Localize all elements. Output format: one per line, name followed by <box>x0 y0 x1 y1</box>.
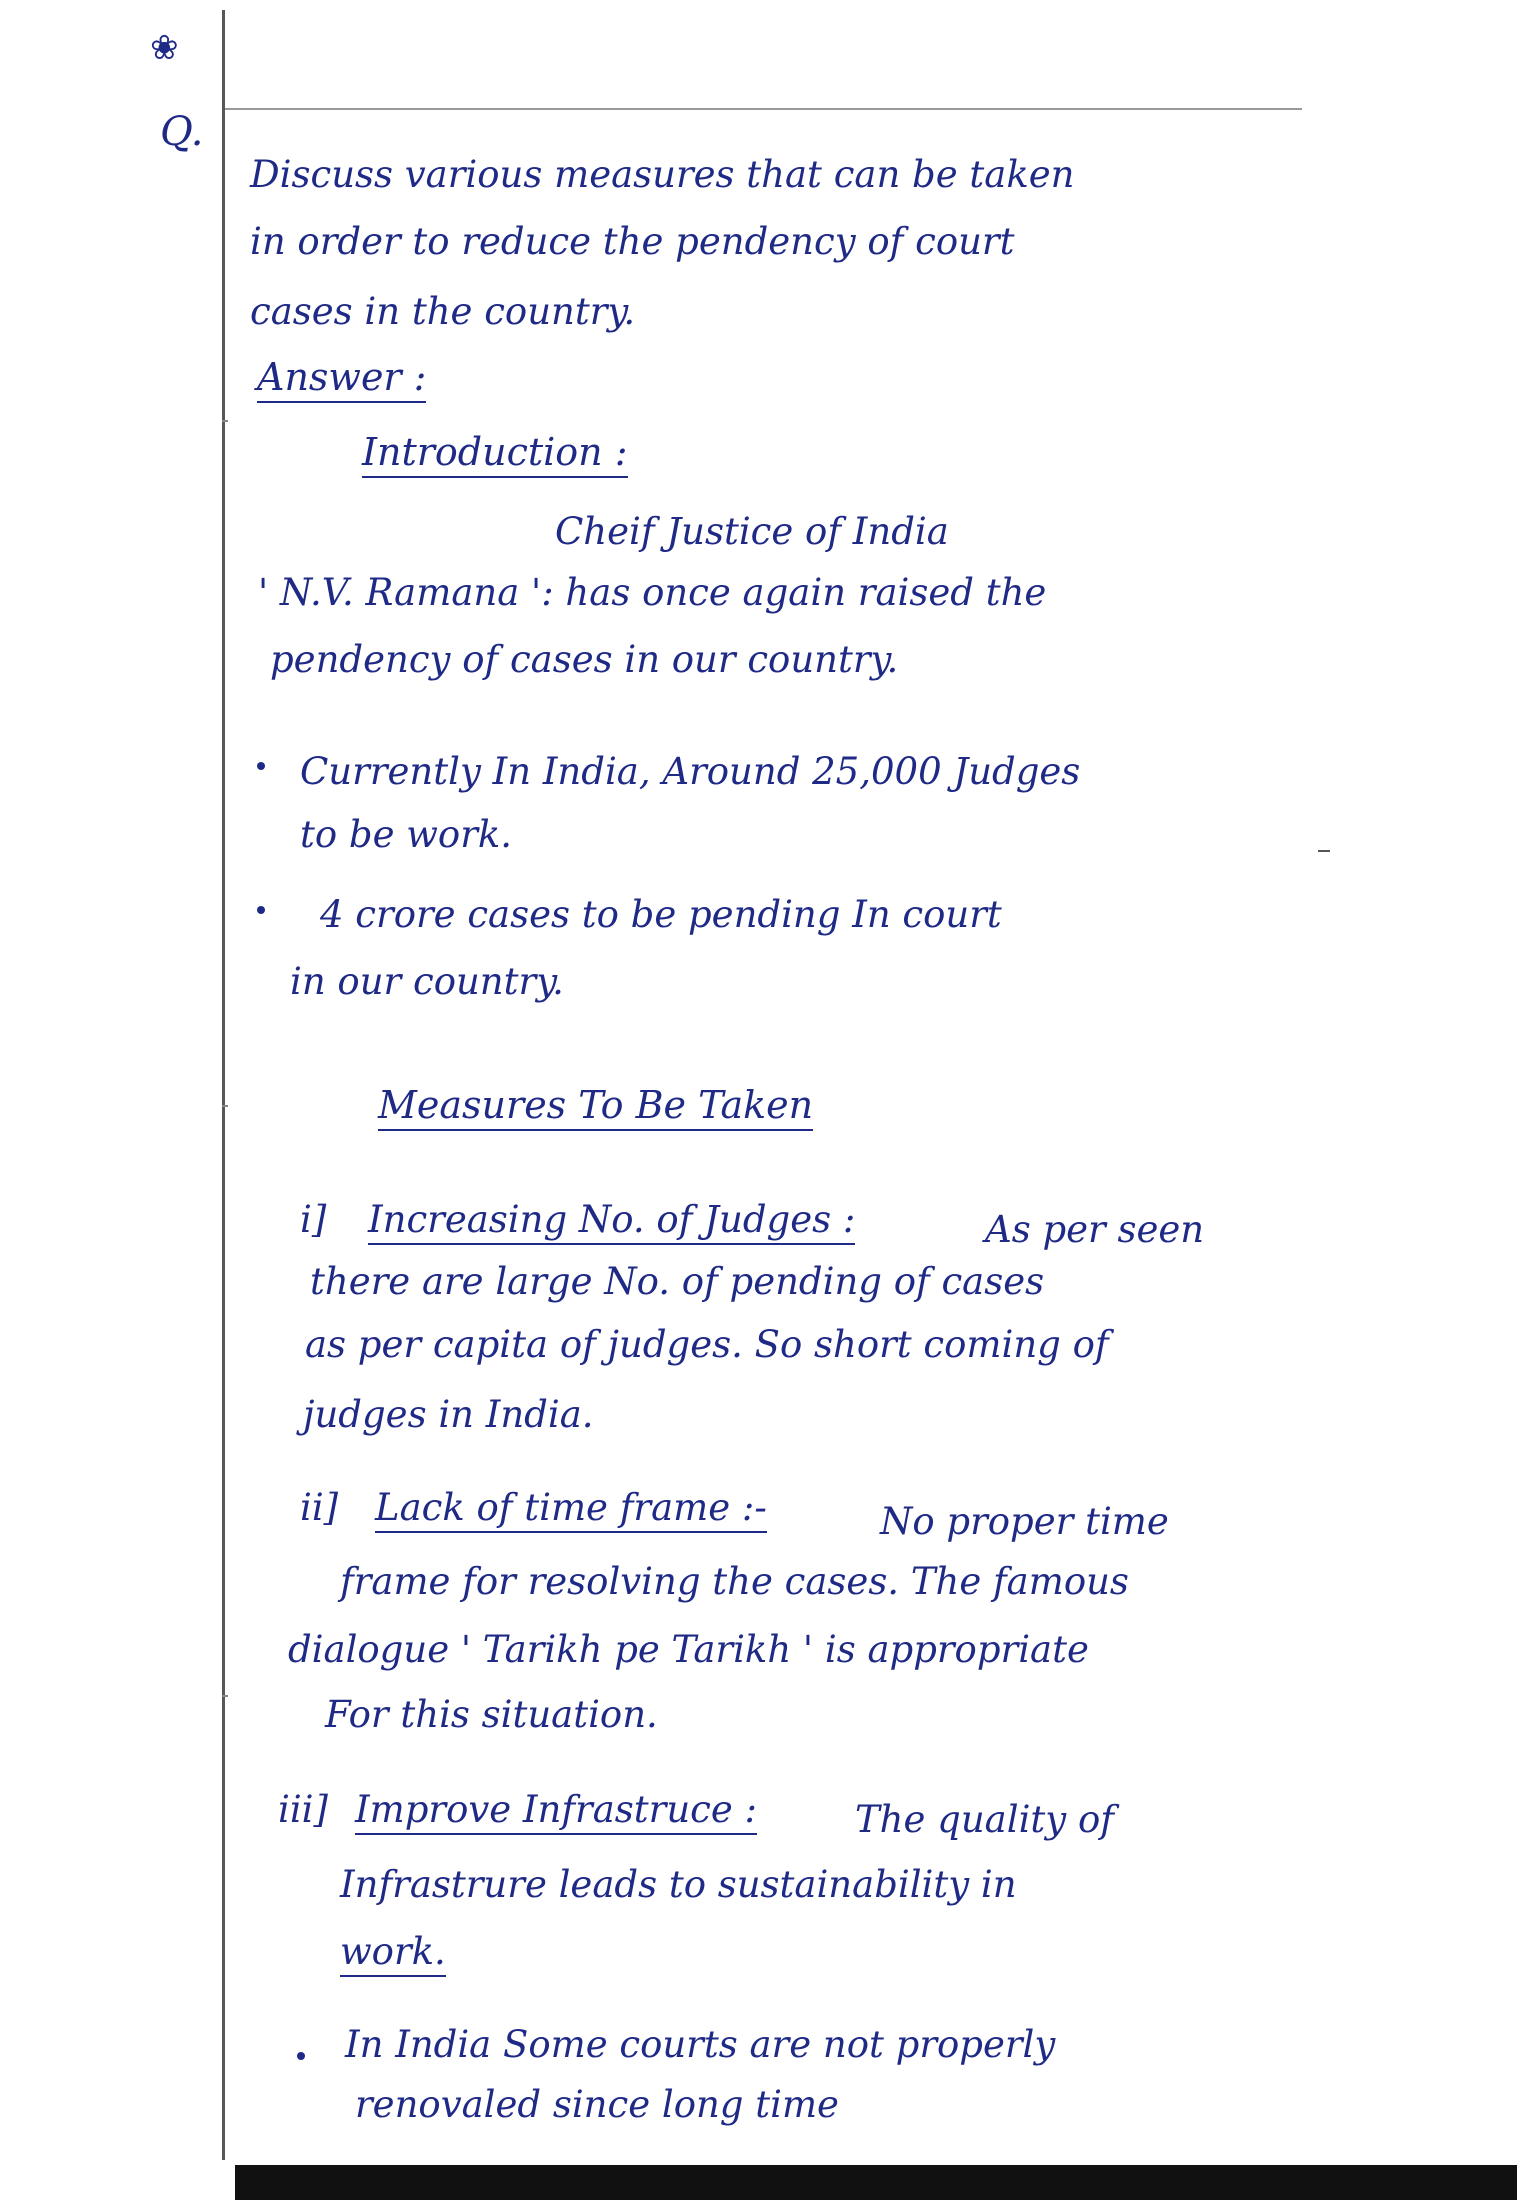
margin-flower-doodle: ❀ <box>150 28 179 68</box>
measure-2-line-3: dialogue ' Tarikh pe Tarikh ' is appropriate <box>288 1628 1089 1671</box>
measure-1-line-3: as per capita of judges. So short coming of <box>305 1323 1109 1366</box>
measure-1-number: i] <box>300 1198 327 1241</box>
introduction-heading: Introduction : <box>362 432 628 478</box>
intro-bullet-1-line-1: Currently In India, Around 25,000 Judges <box>300 750 1081 793</box>
margin-line <box>222 10 225 2160</box>
measure-3-number: iii] <box>278 1788 328 1831</box>
page-edge-shadow <box>235 2165 1517 2200</box>
margin-dot <box>222 1105 228 1107</box>
measure-2-line-4: For this situation. <box>325 1693 658 1736</box>
measures-heading: Measures To Be Taken <box>378 1085 813 1131</box>
intro-bullet-2-line-2: in our country. <box>290 960 564 1003</box>
bullet-dot <box>297 2052 305 2060</box>
bullet-dot <box>257 906 265 914</box>
question-line-1: Discuss various measures that can be taken <box>250 153 1075 196</box>
question-line-3: cases in the country. <box>250 290 636 333</box>
margin-dot <box>222 420 228 422</box>
bullet-dot <box>257 762 265 770</box>
question-line-2: in order to reduce the pendency of court <box>250 220 1015 263</box>
margin-tick <box>1318 850 1330 852</box>
final-bullet-line-2: renovaled since long time <box>355 2083 839 2126</box>
intro-bullet-1-line-2: to be work. <box>300 813 513 856</box>
measure-3-title: Improve Infrastruce : <box>355 1790 757 1835</box>
top-rule <box>222 108 1302 110</box>
intro-line-1: Cheif Justice of India <box>555 510 949 553</box>
final-bullet-line-1: In India Some courts are not properly <box>345 2023 1056 2066</box>
intro-line-3: pendency of cases in our country. <box>270 638 899 681</box>
question-marker: Q. <box>160 109 204 155</box>
intro-bullet-2-line-1: 4 crore cases to be pending In court <box>320 893 1002 936</box>
measure-2-number: ii] <box>300 1486 339 1529</box>
measure-1-line-2: there are large No. of pending of cases <box>310 1260 1045 1303</box>
measure-2-line-2: frame for resolving the cases. The famous <box>340 1560 1129 1603</box>
intro-line-2: ' N.V. Ramana ': has once again raised the <box>258 571 1047 614</box>
measure-2-title: Lack of time frame :- <box>375 1488 767 1533</box>
margin-dot <box>222 1695 228 1697</box>
measure-1-line-4: judges in India. <box>303 1393 594 1436</box>
measure-3-line-3: work. <box>340 1932 446 1977</box>
measure-1-line-1: As per seen <box>985 1208 1205 1251</box>
measure-3-line-2: Infrastrure leads to sustainability in <box>340 1863 1017 1906</box>
measure-2-line-1: No proper time <box>880 1500 1169 1543</box>
answer-label: Answer : <box>257 357 426 403</box>
measure-3-line-1: The quality of <box>855 1798 1114 1841</box>
measure-1-title: Increasing No. of Judges : <box>368 1200 855 1245</box>
